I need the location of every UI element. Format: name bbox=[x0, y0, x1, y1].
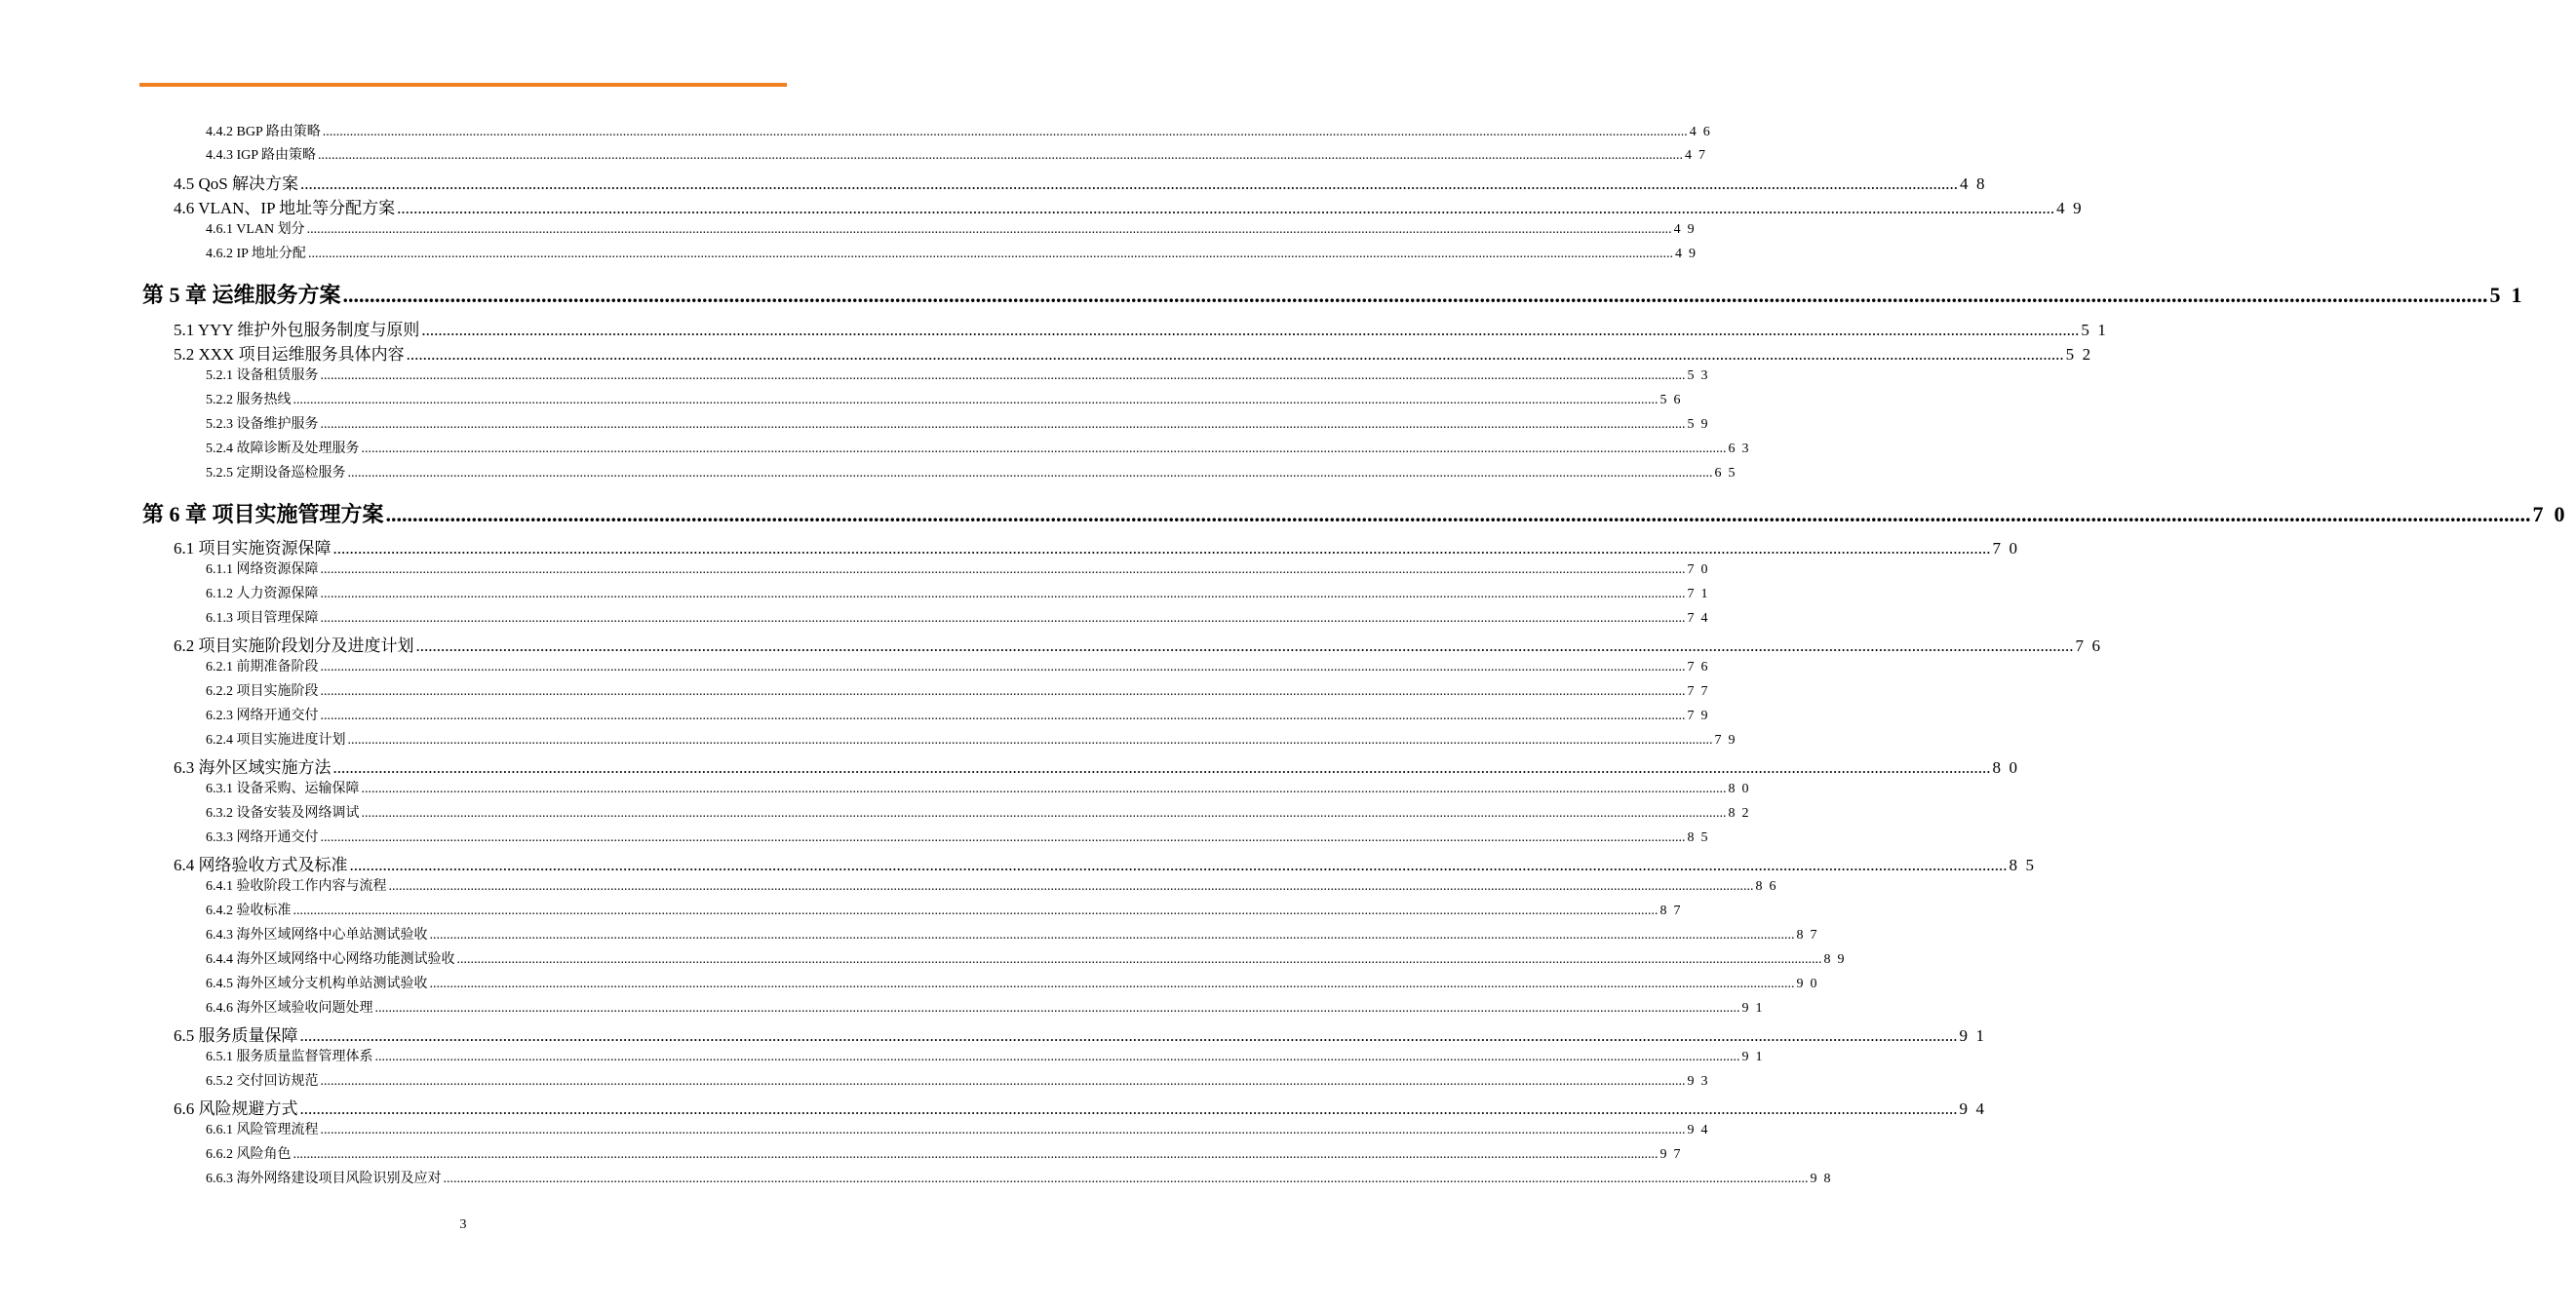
toc-subsection-entry[interactable] bbox=[206, 218, 1701, 238]
toc-entry-title: 第 5 章 运维服务方案 bbox=[142, 283, 341, 307]
toc-entry-page: 94 bbox=[1687, 1123, 1715, 1137]
toc-leader-dots: ................................................................................................................................................................................................................................................................................................................................................................................................................ bbox=[320, 830, 1686, 845]
toc-leader-dots: ................................................................................................................................................................................................................................................................................................................................................................................................................ bbox=[342, 283, 2488, 307]
toc-entry-title: 4.5 QoS 解决方案 bbox=[174, 174, 298, 193]
toc-subsection-entry[interactable] bbox=[206, 1143, 1688, 1163]
toc-subsection-entry[interactable] bbox=[206, 438, 1756, 457]
toc-leader-dots: ................................................................................................................................................................................................................................................................................................................................................................................................................ bbox=[429, 977, 1795, 991]
toc-entry-page: 74 bbox=[1687, 611, 1715, 626]
toc-entry-title: 6.3 海外区域实施方法 bbox=[174, 758, 332, 777]
toc-entry-page: 79 bbox=[1714, 733, 1742, 748]
toc-entry-page: 56 bbox=[1659, 393, 1688, 407]
toc-entry-title: 6.3.1 设备采购、运输保障 bbox=[206, 782, 360, 796]
toc-leader-dots: ................................................................................................................................................................................................................................................................................................................................................................................................................ bbox=[361, 782, 1727, 796]
toc-entry-title: 6.4.5 海外区域分支机构单站测试验收 bbox=[206, 977, 428, 991]
toc-subsection-entry[interactable] bbox=[206, 389, 1688, 408]
toc-entry-page: 80 bbox=[1728, 782, 1756, 796]
toc-leader-dots: ................................................................................................................................................................................................................................................................................................................................................................................................................ bbox=[299, 1099, 1958, 1118]
toc-entry-page: 63 bbox=[1728, 442, 1756, 456]
toc-leader-dots: ................................................................................................................................................................................................................................................................................................................................................................................................................ bbox=[320, 709, 1686, 723]
toc-entry-title: 5.2.2 服务热线 bbox=[206, 393, 292, 407]
toc-entry-page: 46 bbox=[1689, 125, 1717, 139]
toc-leader-dots: ................................................................................................................................................................................................................................................................................................................................................................................................................ bbox=[361, 806, 1727, 821]
toc-leader-dots: ................................................................................................................................................................................................................................................................................................................................................................................................................ bbox=[293, 393, 1659, 407]
toc-entry-title: 6.5 服务质量保障 bbox=[174, 1026, 298, 1045]
toc-leader-dots: ................................................................................................................................................................................................................................................................................................................................................................................................................ bbox=[318, 148, 1684, 163]
toc-entry-page: 52 bbox=[2065, 345, 2099, 364]
toc-leader-dots: ................................................................................................................................................................................................................................................................................................................................................................................................................ bbox=[374, 1050, 1740, 1064]
toc-entry-page: 65 bbox=[1714, 466, 1742, 481]
toc-subsection-entry[interactable] bbox=[206, 559, 1715, 578]
toc-entry-page: 85 bbox=[1687, 830, 1715, 845]
toc-chapter-entry[interactable] bbox=[142, 279, 2533, 309]
toc-subsection-entry[interactable] bbox=[206, 729, 1742, 749]
toc-entry-page: 82 bbox=[1728, 806, 1756, 821]
toc-entry-title: 6.6.1 风险管理流程 bbox=[206, 1123, 319, 1137]
toc-entry-title: 6.4.1 验收阶段工作内容与流程 bbox=[206, 879, 387, 894]
toc-entry-title: 5.2.3 设备维护服务 bbox=[206, 417, 319, 432]
toc-subsection-entry[interactable] bbox=[206, 802, 1756, 822]
toc-subsection-entry[interactable] bbox=[206, 900, 1688, 919]
toc-subsection-entry[interactable] bbox=[206, 144, 1713, 164]
toc-entry-title: 5.2.5 定期设备巡检服务 bbox=[206, 466, 346, 481]
toc-entry-title: 6.6.2 风险角色 bbox=[206, 1147, 292, 1162]
toc-section-entry[interactable] bbox=[174, 632, 2109, 656]
toc-entry-title: 5.1 YYY 维护外包服务制度与原则 bbox=[174, 321, 420, 339]
toc-entry-title: 5.2 XXX 项目运维服务具体内容 bbox=[174, 345, 405, 364]
toc-entry-page: 87 bbox=[1796, 928, 1824, 943]
toc-leader-dots: ................................................................................................................................................................................................................................................................................................................................................................................................................ bbox=[293, 904, 1659, 918]
toc-leader-dots: ................................................................................................................................................................................................................................................................................................................................................................................................................ bbox=[299, 174, 1958, 193]
toc-entry-title: 6.4.4 海外区域网络中心网络功能测试验收 bbox=[206, 952, 455, 967]
toc-entry-page: 48 bbox=[1959, 174, 1993, 193]
toc-entry-page: 91 bbox=[1741, 1050, 1770, 1064]
toc-entry-page: 87 bbox=[1659, 904, 1688, 918]
toc-entry-title: 6.1.3 项目管理保障 bbox=[206, 611, 319, 626]
toc-section-entry[interactable] bbox=[174, 194, 2090, 218]
toc-leader-dots: ................................................................................................................................................................................................................................................................................................................................................................................................................ bbox=[307, 247, 1673, 261]
toc-entry-page: 49 bbox=[1674, 247, 1702, 261]
toc-subsection-entry[interactable] bbox=[206, 413, 1715, 433]
toc-entry-page: 70 bbox=[1687, 562, 1715, 577]
toc-leader-dots: ................................................................................................................................................................................................................................................................................................................................................................................................................ bbox=[320, 684, 1686, 699]
toc-subsection-entry[interactable] bbox=[206, 121, 1717, 140]
toc-entry-page: 98 bbox=[1810, 1172, 1838, 1186]
toc-leader-dots: ................................................................................................................................................................................................................................................................................................................................................................................................................ bbox=[361, 442, 1727, 456]
toc-subsection-entry[interactable] bbox=[206, 973, 1824, 992]
toc-entry-title: 4.4.2 BGP 路由策略 bbox=[206, 125, 321, 139]
toc-section-entry[interactable] bbox=[174, 753, 2026, 778]
page-number: 3 bbox=[459, 1217, 467, 1232]
toc-entry-title: 6.4.2 验收标准 bbox=[206, 904, 292, 918]
toc-leader-dots: ................................................................................................................................................................................................................................................................................................................................................................................................................ bbox=[406, 345, 2064, 364]
toc-entry-page: 93 bbox=[1687, 1074, 1715, 1089]
toc-subsection-entry[interactable] bbox=[206, 656, 1715, 675]
toc-subsection-entry[interactable] bbox=[206, 365, 1715, 384]
toc-subsection-entry[interactable] bbox=[206, 1119, 1715, 1138]
toc-subsection-entry[interactable] bbox=[206, 1168, 1838, 1187]
toc-subsection-entry[interactable] bbox=[206, 997, 1770, 1017]
toc-entry-page: 59 bbox=[1687, 417, 1715, 432]
toc-section-entry[interactable] bbox=[174, 534, 2026, 559]
toc-entry-page: 79 bbox=[1687, 709, 1715, 723]
toc-entry-title: 6.4.6 海外区域验收问题处理 bbox=[206, 1001, 373, 1016]
toc-entry-title: 第 6 章 项目实施管理方案 bbox=[142, 502, 384, 526]
toc-leader-dots: ................................................................................................................................................................................................................................................................................................................................................................................................................ bbox=[349, 856, 2008, 874]
toc-leader-dots: ................................................................................................................................................................................................................................................................................................................................................................................................................ bbox=[347, 733, 1713, 748]
toc-entry-title: 4.6 VLAN、IP 地址等分配方案 bbox=[174, 199, 396, 217]
toc-subsection-entry[interactable] bbox=[206, 705, 1715, 724]
toc-entry-title: 6.4 网络验收方式及标准 bbox=[174, 856, 348, 874]
toc-leader-dots: ................................................................................................................................................................................................................................................................................................................................................................................................................ bbox=[320, 1074, 1686, 1089]
toc-subsection-entry[interactable] bbox=[206, 948, 1852, 968]
toc-subsection-entry[interactable] bbox=[206, 243, 1702, 262]
toc-entry-title: 6.2.4 项目实施进度计划 bbox=[206, 733, 346, 748]
toc-subsection-entry[interactable] bbox=[206, 875, 1783, 895]
toc-entry-page: 80 bbox=[1992, 758, 2026, 777]
toc-subsection-entry[interactable] bbox=[206, 583, 1715, 602]
toc-entry-title: 6.1.2 人力资源保障 bbox=[206, 587, 319, 601]
toc-entry-page: 89 bbox=[1823, 952, 1852, 967]
toc-subsection-entry[interactable] bbox=[206, 924, 1824, 944]
toc-leader-dots: ................................................................................................................................................................................................................................................................................................................................................................................................................ bbox=[429, 928, 1795, 943]
toc-entry-title: 4.6.2 IP 地址分配 bbox=[206, 247, 306, 261]
toc-leader-dots: ................................................................................................................................................................................................................................................................................................................................................................................................................ bbox=[332, 539, 1991, 558]
toc-leader-dots: ................................................................................................................................................................................................................................................................................................................................................................................................................ bbox=[347, 466, 1713, 481]
toc-leader-dots: ................................................................................................................................................................................................................................................................................................................................................................................................................ bbox=[456, 952, 1822, 967]
toc-subsection-entry[interactable] bbox=[206, 1046, 1770, 1065]
toc-entry-title: 6.2.1 前期准备阶段 bbox=[206, 660, 319, 674]
toc-leader-dots: ................................................................................................................................................................................................................................................................................................................................................................................................................ bbox=[385, 502, 2531, 526]
toc-leader-dots: ................................................................................................................................................................................................................................................................................................................................................................................................................ bbox=[320, 417, 1686, 432]
toc-entry-page: 49 bbox=[2056, 199, 2090, 217]
toc-leader-dots: ................................................................................................................................................................................................................................................................................................................................................................................................................ bbox=[299, 1026, 1958, 1045]
toc-entry-page: 51 bbox=[2489, 283, 2533, 307]
toc-entry-page: 47 bbox=[1685, 148, 1713, 163]
toc-leader-dots: ................................................................................................................................................................................................................................................................................................................................................................................................................ bbox=[320, 368, 1686, 383]
toc-entry-title: 6.1 项目实施资源保障 bbox=[174, 539, 332, 558]
toc-leader-dots: ................................................................................................................................................................................................................................................................................................................................................................................................................ bbox=[320, 1123, 1686, 1137]
toc-leader-dots: ................................................................................................................................................................................................................................................................................................................................................................................................................ bbox=[320, 587, 1686, 601]
toc-entry-page: 51 bbox=[2081, 321, 2115, 339]
toc-leader-dots: ................................................................................................................................................................................................................................................................................................................................................................................................................ bbox=[332, 758, 1991, 777]
toc-entry-page: 53 bbox=[1687, 368, 1715, 383]
toc-entry-page: 94 bbox=[1959, 1099, 1993, 1118]
toc-leader-dots: ................................................................................................................................................................................................................................................................................................................................................................................................................ bbox=[397, 199, 2055, 217]
toc-entry-title: 6.4.3 海外区域网络中心单站测试验收 bbox=[206, 928, 428, 943]
toc-entry-page: 70 bbox=[1992, 539, 2026, 558]
toc-entry-title: 4.6.1 VLAN 划分 bbox=[206, 222, 305, 237]
toc-leader-dots: ................................................................................................................................................................................................................................................................................................................................................................................................................ bbox=[306, 222, 1672, 237]
toc-leader-dots: ................................................................................................................................................................................................................................................................................................................................................................................................................ bbox=[320, 562, 1686, 577]
toc-entry-title: 6.3.2 设备安装及网络调试 bbox=[206, 806, 360, 821]
toc-section-entry[interactable] bbox=[174, 1095, 1993, 1119]
toc-entry-page: 77 bbox=[1687, 684, 1715, 699]
toc-chapter-entry[interactable] bbox=[142, 498, 2576, 528]
toc-leader-dots: ................................................................................................................................................................................................................................................................................................................................................................................................................ bbox=[320, 660, 1686, 674]
toc-entry-page: 71 bbox=[1687, 587, 1715, 601]
toc-entry-page: 76 bbox=[2075, 636, 2109, 655]
toc-entry-title: 4.4.3 IGP 路由策略 bbox=[206, 148, 317, 163]
toc-section-entry[interactable] bbox=[174, 340, 2099, 365]
toc-leader-dots: ................................................................................................................................................................................................................................................................................................................................................................................................................ bbox=[415, 636, 2074, 655]
toc-entry-title: 6.6 风险规避方式 bbox=[174, 1099, 298, 1118]
toc-entry-title: 6.5.2 交付回访规范 bbox=[206, 1074, 319, 1089]
toc-entry-page: 91 bbox=[1741, 1001, 1770, 1016]
toc-entry-page: 90 bbox=[1796, 977, 1824, 991]
toc-entry-page: 85 bbox=[2009, 856, 2043, 874]
toc-entry-page: 91 bbox=[1959, 1026, 1993, 1045]
toc-entry-title: 6.6.3 海外网络建设项目风险识别及应对 bbox=[206, 1172, 442, 1186]
toc-entry-title: 6.2 项目实施阶段划分及进度计划 bbox=[174, 636, 414, 655]
toc-entry-page: 97 bbox=[1659, 1147, 1688, 1162]
toc-subsection-entry[interactable] bbox=[206, 778, 1756, 797]
toc-entry-page: 49 bbox=[1673, 222, 1701, 237]
toc-entry-title: 6.2.2 项目实施阶段 bbox=[206, 684, 319, 699]
toc-section-entry[interactable] bbox=[174, 1021, 1993, 1046]
toc-entry-title: 6.3.3 网络开通交付 bbox=[206, 830, 319, 845]
toc-entry-title: 5.2.4 故障诊断及处理服务 bbox=[206, 442, 360, 456]
toc-leader-dots: ................................................................................................................................................................................................................................................................................................................................................................................................................ bbox=[293, 1147, 1659, 1162]
toc-entry-page: 86 bbox=[1755, 879, 1783, 894]
toc-leader-dots: ................................................................................................................................................................................................................................................................................................................................................................................................................ bbox=[443, 1172, 1809, 1186]
toc-subsection-entry[interactable] bbox=[206, 607, 1715, 627]
toc-leader-dots: ................................................................................................................................................................................................................................................................................................................................................................................................................ bbox=[374, 1001, 1740, 1016]
toc-entry-title: 6.5.1 服务质量监督管理体系 bbox=[206, 1050, 373, 1064]
toc-leader-dots: ................................................................................................................................................................................................................................................................................................................................................................................................................ bbox=[322, 125, 1688, 139]
toc-leader-dots: ................................................................................................................................................................................................................................................................................................................................................................................................................ bbox=[320, 611, 1686, 626]
toc-section-entry[interactable] bbox=[174, 851, 2043, 875]
toc-entry-title: 5.2.1 设备租赁服务 bbox=[206, 368, 319, 383]
toc-entry-page: 70 bbox=[2532, 502, 2576, 526]
toc-leader-dots: ................................................................................................................................................................................................................................................................................................................................................................................................................ bbox=[388, 879, 1754, 894]
toc-section-entry[interactable] bbox=[174, 170, 1993, 194]
toc-subsection-entry[interactable] bbox=[206, 680, 1715, 700]
toc-subsection-entry[interactable] bbox=[206, 827, 1715, 846]
toc-entry-title: 6.2.3 网络开通交付 bbox=[206, 709, 319, 723]
toc-leader-dots: ................................................................................................................................................................................................................................................................................................................................................................................................................ bbox=[421, 321, 2080, 339]
toc-entry-page: 76 bbox=[1687, 660, 1715, 674]
toc-subsection-entry[interactable] bbox=[206, 1070, 1715, 1090]
toc-entry-title: 6.1.1 网络资源保障 bbox=[206, 562, 319, 577]
toc-subsection-entry[interactable] bbox=[206, 462, 1742, 482]
toc-section-entry[interactable] bbox=[174, 316, 2115, 340]
